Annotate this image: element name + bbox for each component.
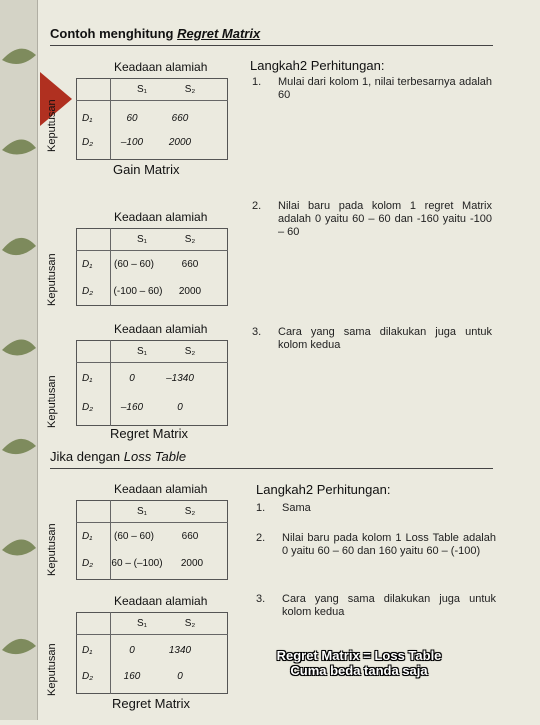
- gain-caption: Gain Matrix: [113, 162, 180, 177]
- loss-cell-11: 0: [129, 645, 135, 656]
- regret-d1: D₁: [82, 373, 93, 384]
- conclusion-text: [250, 648, 468, 678]
- gain-cell-22: 2000: [168, 137, 192, 148]
- gain-d1: D₁: [82, 113, 93, 124]
- calc1-cell-12: 660: [181, 259, 199, 270]
- gain-s2: S₂: [184, 84, 196, 95]
- calc2-side-label: Keputusan: [46, 523, 58, 576]
- gain-side-label: Keputusan: [46, 99, 58, 152]
- regret-header: Keadaan alamiah: [114, 322, 208, 336]
- loss-cell-21: 160: [123, 671, 141, 682]
- calc2-cell-22: 2000: [180, 558, 204, 569]
- calc1-cell-22: 2000: [178, 286, 202, 297]
- calc2-cell-11: (60 – 60): [113, 531, 155, 542]
- regret-d2: D₂: [82, 402, 94, 413]
- calc1-side-label: Keputusan: [46, 253, 58, 306]
- calc2-d1: D₁: [82, 531, 93, 542]
- loss-cell-12: 1340: [168, 645, 192, 656]
- calc1-s1: S₁: [136, 234, 148, 245]
- title-prefix: Contoh menghitung: [50, 26, 178, 41]
- regret-cell-21: –160: [120, 402, 144, 413]
- regret-s1: S₁: [136, 346, 148, 357]
- calc1-d1: D₁: [82, 259, 93, 270]
- regret-cell-12: –1340: [166, 373, 194, 384]
- calc2-s1: S₁: [136, 506, 148, 517]
- loss-matrix: [40, 590, 240, 700]
- gain-cell-21: –100: [120, 137, 144, 148]
- regret-cell-22: 0: [177, 402, 183, 413]
- conclusion-line-2: Cuma beda tanda saja: [290, 663, 428, 678]
- regret-caption: Regret Matrix: [110, 426, 189, 441]
- gain-cell-11: 60: [126, 113, 138, 124]
- regret-side-label: Keputusan: [46, 375, 58, 428]
- calc1-s2: S₂: [184, 234, 196, 245]
- loss-caption: Regret Matrix: [112, 696, 191, 711]
- page-title: [50, 26, 260, 41]
- loss-cell-22: 0: [177, 671, 183, 682]
- calc-matrix-2: [40, 478, 240, 578]
- calc1-d2: D₂: [82, 286, 94, 297]
- loss-side-label: Keputusan: [46, 643, 58, 696]
- gain-s1: S₁: [136, 84, 148, 95]
- calc1-header: Keadaan alamiah: [114, 210, 208, 224]
- gain-header: Keadaan alamiah: [114, 60, 208, 74]
- loss-heading: Jika dengan Loss Table: [50, 449, 187, 464]
- loss-header: Keadaan alamiah: [114, 594, 208, 608]
- regret-cell-11: 0: [129, 373, 135, 384]
- regret-s2: S₂: [184, 346, 196, 357]
- steps1-title: Langkah2 Perhitungan:: [250, 58, 385, 73]
- calc2-cell-12: 660: [181, 531, 199, 542]
- gain-matrix: [40, 56, 240, 166]
- loss-d2: D₂: [82, 671, 94, 682]
- regret-matrix: [40, 318, 240, 428]
- leaf-pattern-icon: [0, 0, 38, 720]
- sidebar-decoration: [0, 0, 38, 720]
- calc-matrix-1: [40, 206, 240, 306]
- gain-d2: D₂: [82, 137, 94, 148]
- calc1-cell-21: (-100 – 60): [113, 286, 163, 297]
- slide: Contoh menghitung Regret Matrix Keputusan Keadaan alamiah S₁ S₂ D₁ D₂ 60 660 –100 2000 Gain Matrix Keputusan Keadaan alamiah S₁ S₂ D₁ D₂ (60 – 60) 660 (-100 – 60) 2000 Keputusan Keadaan alamiah S₁ S₂ D₁ D₂ 0 –1340 –160 0 Regret Matrix Langkah2 Perhitungan: 1. Mulai dari kolom 1, nilai terbesarnya adalah 60 2. Nilai baru pada kolom 1 regret Matrix adalah 0 yaitu 60 – 60 dan -160 yaitu -100 – 60 3. Cara yang sama dilakukan juga untuk kolom kedua Jika dengan Loss Table Keputusan Keadaan alamiah S₁ S₂ D₁ D₂ (60 – 60) 660 60 – (–100) 2000 Keputusan Keadaan alamiah S₁ S₂ D₁ D₂ 0 1340 160 0 Regret Matrix Langkah2 Perhitungan: 1. Sama 2. Nilai baru pada kolom 1 Loss Table adalah 0 yaitu 60 – 60 dan 160 yaitu 60 – (-100) 3. Cara yang sama dilakukan juga untuk kolom kedua Regret Matrix = Loss Table Cuma beda tanda saja: [0, 0, 540, 720]
- loss-d1: D₁: [82, 645, 93, 656]
- calc2-header: Keadaan alamiah: [114, 482, 208, 496]
- steps2-title: Langkah2 Perhitungan:: [256, 482, 391, 497]
- conclusion-line-1: Regret Matrix = Loss Table: [276, 648, 442, 663]
- loss-s2: S₂: [184, 618, 196, 629]
- loss-s1: S₁: [136, 618, 148, 629]
- loss-divider: [50, 468, 493, 469]
- calc2-d2: D₂: [82, 558, 94, 569]
- gain-cell-12: 660: [171, 113, 189, 124]
- title-emphasis: Regret Matrix: [177, 26, 261, 41]
- calc1-cell-11: (60 – 60): [113, 259, 155, 270]
- calc2-cell-21: 60 – (–100): [111, 558, 163, 569]
- title-divider: [50, 45, 493, 46]
- calc2-s2: S₂: [184, 506, 196, 517]
